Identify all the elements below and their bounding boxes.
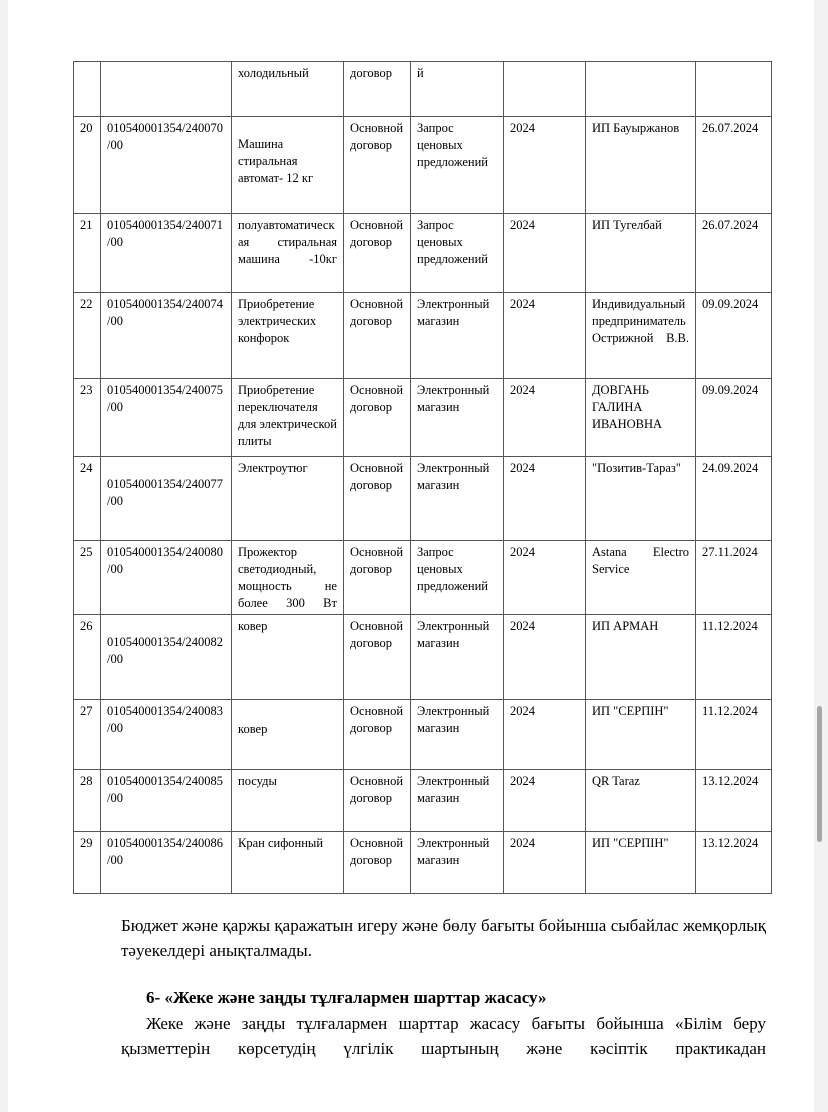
subject: Прожектор светодиодный, мощность не более 300 Вт — [232, 541, 344, 615]
supplier: ИП "СЕРПІН" — [586, 700, 696, 770]
supplier: QR Taraz — [586, 770, 696, 832]
date: 11.12.2024 — [696, 700, 772, 770]
year: 2024 — [504, 214, 586, 293]
procurement-method: Электронный магазин — [411, 293, 504, 379]
date: 13.12.2024 — [696, 832, 772, 894]
contract-type: Основной договор — [344, 541, 411, 615]
paragraph-no-risks: Бюджет және қаржы қаражатын игеру және бөлу бағыты бойынша сыбайлас жемқорлық тәуекелдері анықталмады. — [121, 916, 766, 960]
row-number: 23 — [74, 379, 101, 457]
row-number: 27 — [74, 700, 101, 770]
year: 2024 — [504, 832, 586, 894]
subject: Кран сифонный — [232, 832, 344, 894]
contract-code: 010540001354/240086/00 — [101, 832, 232, 894]
table-row — [74, 615, 772, 700]
year: 2024 — [504, 457, 586, 541]
contract-type: Основной договор — [344, 214, 411, 293]
table-row — [74, 700, 772, 770]
procurement-method: Запрос ценовых предложений — [411, 117, 504, 214]
year: 2024 — [504, 293, 586, 379]
subject: ковер — [238, 722, 268, 736]
year — [504, 62, 586, 117]
contract-code: 010540001354/240071/00 — [101, 214, 232, 293]
subject: Приобретение переключателя для электрической плиты — [232, 379, 344, 457]
year: 2024 — [504, 700, 586, 770]
table-row — [74, 770, 772, 832]
subject: ковер — [232, 615, 344, 700]
table-row — [74, 117, 772, 214]
date: 09.09.2024 — [696, 293, 772, 379]
year: 2024 — [504, 541, 586, 615]
contract-code: 010540001354/240074/00 — [101, 293, 232, 379]
date: 24.09.2024 — [696, 457, 772, 541]
supplier: ИП Тугелбай — [586, 214, 696, 293]
table-row — [74, 541, 772, 615]
supplier: Индивидуальный предприниматель Острижной В.В. — [586, 293, 696, 379]
procurement-method: Электронный магазин — [411, 379, 504, 457]
supplier: ИП "СЕРПІН" — [586, 832, 696, 894]
year: 2024 — [504, 117, 586, 214]
subject: холодильный — [232, 62, 344, 117]
contract-code: 010540001354/240082/00 — [107, 635, 223, 666]
supplier: ИП АРМАН — [586, 615, 696, 700]
supplier: ИП Бауыржанов — [586, 117, 696, 214]
table-row — [74, 293, 772, 379]
subject: Машина стиральная автомат- 12 кг — [238, 137, 314, 185]
date: 27.11.2024 — [696, 541, 772, 615]
date: 13.12.2024 — [696, 770, 772, 832]
section-heading-6: 6- «Жеке және заңды тұлғалармен шарттар жасасу» — [146, 988, 547, 1007]
row-number: 22 — [74, 293, 101, 379]
procurement-method: Электронный магазин — [411, 457, 504, 541]
procurement-table — [73, 61, 772, 894]
table-row — [74, 379, 772, 457]
contract-code: 010540001354/240085/00 — [101, 770, 232, 832]
supplier: Astana Electro Service — [586, 541, 696, 615]
subject: посуды — [232, 770, 344, 832]
contract-code: 010540001354/240080/00 — [101, 541, 232, 615]
contract-type: Основной договор — [344, 293, 411, 379]
subject: полуавтоматическая стиральная машина -10кг — [232, 214, 344, 293]
contract-type: Основной договор — [344, 457, 411, 541]
contract-type: Основной договор — [344, 379, 411, 457]
date: 26.07.2024 — [696, 117, 772, 214]
procurement-method: Запрос ценовых предложений — [411, 541, 504, 615]
contract-code: 010540001354/240083/00 — [101, 700, 232, 770]
contract-type: Основной договор — [344, 700, 411, 770]
year: 2024 — [504, 379, 586, 457]
contract-type: Основной договор — [344, 615, 411, 700]
supplier: ДОВГАНЬ ГАЛИНА ИВАНОВНА — [586, 379, 696, 457]
row-number — [74, 62, 101, 117]
contract-code — [101, 62, 232, 117]
row-number: 25 — [74, 541, 101, 615]
subject: Приобретение электрических конфорок — [232, 293, 344, 379]
table-row — [74, 457, 772, 541]
procurement-method: Электронный магазин — [411, 832, 504, 894]
contract-type: договор — [344, 62, 411, 117]
contract-code: 010540001354/240077/00 — [107, 477, 223, 508]
row-number: 29 — [74, 832, 101, 894]
date: 11.12.2024 — [696, 615, 772, 700]
row-number: 24 — [74, 457, 101, 541]
year: 2024 — [504, 615, 586, 700]
row-number: 21 — [74, 214, 101, 293]
paragraph-contracts: Жеке және заңды тұлғалармен шарттар жасасу бағыты бойынша «Білім беру қызметтерін көрсетудің үлгілік шартының және кәсіптік практикадан — [121, 1014, 766, 1058]
contract-type: Основной договор — [344, 832, 411, 894]
procurement-method: Электронный магазин — [411, 615, 504, 700]
procurement-method: Электронный магазин — [411, 700, 504, 770]
subject: Электроутюг — [232, 457, 344, 541]
row-number: 20 — [74, 117, 101, 214]
date — [696, 62, 772, 117]
row-number: 28 — [74, 770, 101, 832]
scrollbar-thumb[interactable] — [817, 706, 822, 842]
table-row — [74, 214, 772, 293]
date: 26.07.2024 — [696, 214, 772, 293]
contract-code: 010540001354/240070/00 — [101, 117, 232, 214]
procurement-method: й — [411, 62, 504, 117]
supplier — [586, 62, 696, 117]
contract-type: Основной договор — [344, 770, 411, 832]
row-number: 26 — [74, 615, 101, 700]
procurement-method: Электронный магазин — [411, 770, 504, 832]
supplier: "Позитив-Тараз" — [586, 457, 696, 541]
contract-code: 010540001354/240075/00 — [101, 379, 232, 457]
table-row — [74, 62, 772, 117]
table-row — [74, 832, 772, 894]
year: 2024 — [504, 770, 586, 832]
contract-type: Основной договор — [344, 117, 411, 214]
procurement-method: Запрос ценовых предложений — [411, 214, 504, 293]
date: 09.09.2024 — [696, 379, 772, 457]
